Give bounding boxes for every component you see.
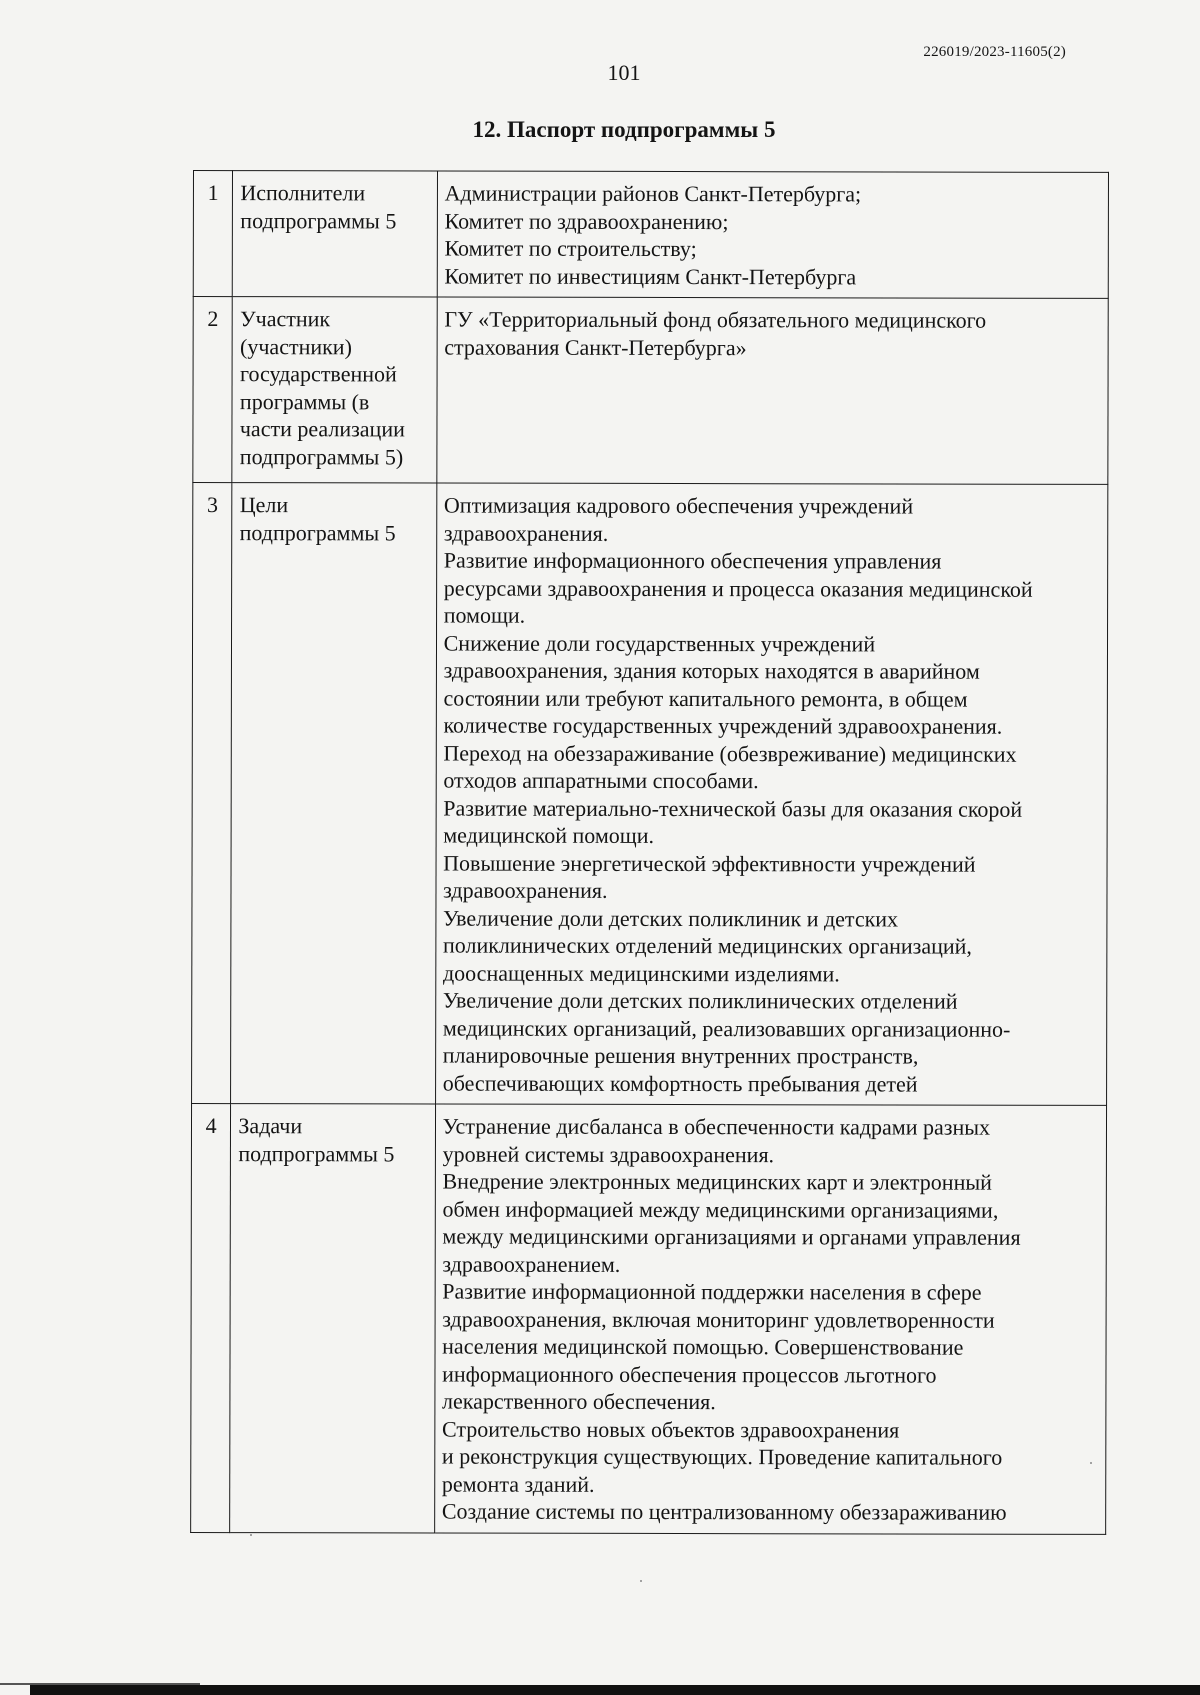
content-line: количестве государственных учреждений здравоохранения. [443, 712, 1003, 739]
content-line: здравоохранения. [443, 520, 609, 546]
row-label [232, 297, 437, 483]
content-line: Администрации районов Санкт-Петербурга; [444, 180, 862, 207]
content-line: отходов аппаратными способами. [443, 767, 759, 794]
content-line: медицинской помощи. [443, 822, 655, 848]
content-line: Переход на обеззараживание (обезвреживание) медицинских [443, 740, 1017, 767]
content-line: и реконструкция существующих. Проведение капитального [441, 1443, 1003, 1470]
content-line: здравоохранения, здания которых находятся в аварийном [443, 657, 980, 684]
content-line: Комитет по строительству; [444, 235, 697, 262]
content-line: помощи. [443, 602, 526, 628]
table-row [193, 171, 1108, 299]
document-registration-number: 226019/2023-11605(2) [923, 44, 1066, 60]
content-line: Увеличение доли детских поликлинических отделений [442, 987, 958, 1014]
row-number: 1 [193, 171, 233, 297]
content-line: здравоохранением. [442, 1251, 621, 1277]
content-line: Увеличение доли детских поликлиник и детских [443, 905, 899, 931]
content-line: Развитие информационной поддержки населения в сфере [442, 1278, 982, 1305]
content-line: дооснащенных медицинскими изделиями. [442, 960, 840, 986]
row-label [233, 171, 437, 297]
page-number: 101 [607, 60, 641, 85]
scan-speck [1090, 1462, 1092, 1464]
content-line: Развитие материально-технической базы для оказания скорой [443, 795, 1023, 822]
row-number: 2 [193, 297, 233, 483]
content-line: обмен информацией между медицинскими организациями, [442, 1196, 999, 1223]
content-line: Строительство новых объектов здравоохранения [441, 1416, 900, 1442]
section-title: 12. Паспорт подпрограммы 5 [472, 117, 776, 142]
label-line: подпрограммы 5 [239, 519, 396, 545]
content-line: уровней системы здравоохранения. [442, 1141, 775, 1167]
content-line: Создание системы по централизованному обеззараживанию [441, 1498, 1007, 1525]
table-row [193, 297, 1108, 485]
content-line: Комитет по здравоохранению; [444, 208, 729, 234]
content-line: обеспечивающих комфортность пребывания детей [442, 1070, 918, 1097]
row-content [436, 297, 1108, 484]
content-line: населения медицинской помощью. Совершенствование [442, 1333, 964, 1360]
content-line: ГУ «Территориальный фонд обязательного медицинского [444, 306, 987, 333]
content-line: Повышение энергетической эффективности учреждений [443, 850, 976, 877]
content-line: лекарственного обеспечения. [442, 1388, 716, 1415]
content-line: Снижение доли государственных учреждений [443, 630, 876, 656]
row-content [437, 171, 1109, 298]
scan-bottom-border [30, 1685, 1200, 1695]
content-line: Развитие информационного обеспечения управления [443, 547, 942, 574]
row-content [434, 1104, 1106, 1534]
table-row [191, 1103, 1107, 1533]
label-line: подпрограммы 5) [239, 443, 404, 469]
table-row [192, 483, 1108, 1106]
content-line: медицинских организаций, реализовавших организационно- [442, 1015, 1011, 1042]
label-line: Участник [240, 306, 331, 332]
content-line: ремонта зданий. [441, 1471, 595, 1497]
content-line: Устранение дисбаланса в обеспеченности кадрами разных [442, 1113, 991, 1140]
label-line: Задачи [238, 1113, 303, 1139]
content-line: здравоохранения, включая мониторинг удовлетворенности [442, 1306, 995, 1333]
row-label [231, 483, 437, 1104]
row-content [435, 483, 1108, 1105]
content-line: состоянии или требуют капитального ремонта, в общем [443, 685, 968, 712]
row-number: 4 [191, 1103, 231, 1532]
content-line: между медицинскими организациями и органами управления [442, 1223, 1021, 1250]
label-line: части реализации [239, 416, 405, 442]
content-line: информационного обеспечения процессов льготного [442, 1361, 937, 1388]
content-line: страхования Санкт-Петербурга» [444, 334, 747, 360]
label-line: Цели [239, 492, 289, 518]
label-line: (участники) [240, 333, 352, 359]
row-number: 3 [192, 483, 233, 1104]
label-line: Исполнители [240, 180, 366, 206]
label-line: подпрограммы 5 [240, 207, 397, 233]
label-line: подпрограммы 5 [238, 1140, 395, 1166]
row-label [230, 1104, 435, 1533]
scan-speck [640, 1580, 642, 1582]
label-line: программы (в [239, 388, 370, 414]
content-line: Комитет по инвестициям Санкт-Петербурга [444, 263, 857, 289]
content-line: Внедрение электронных медицинских карт и электронный [442, 1168, 992, 1195]
content-line: планировочные решения внутренних пространств, [442, 1042, 919, 1069]
scan-speck [250, 1534, 252, 1536]
content-line: Оптимизация кадрового обеспечения учреждений [443, 492, 914, 519]
subprogram-passport-table [190, 170, 1109, 1534]
content-line: здравоохранения. [443, 877, 608, 903]
content-line: поликлинических отделений медицинских организаций, [442, 932, 972, 959]
label-line: государственной [239, 361, 397, 387]
content-line: ресурсами здравоохранения и процесса оказания медицинской [443, 575, 1033, 602]
